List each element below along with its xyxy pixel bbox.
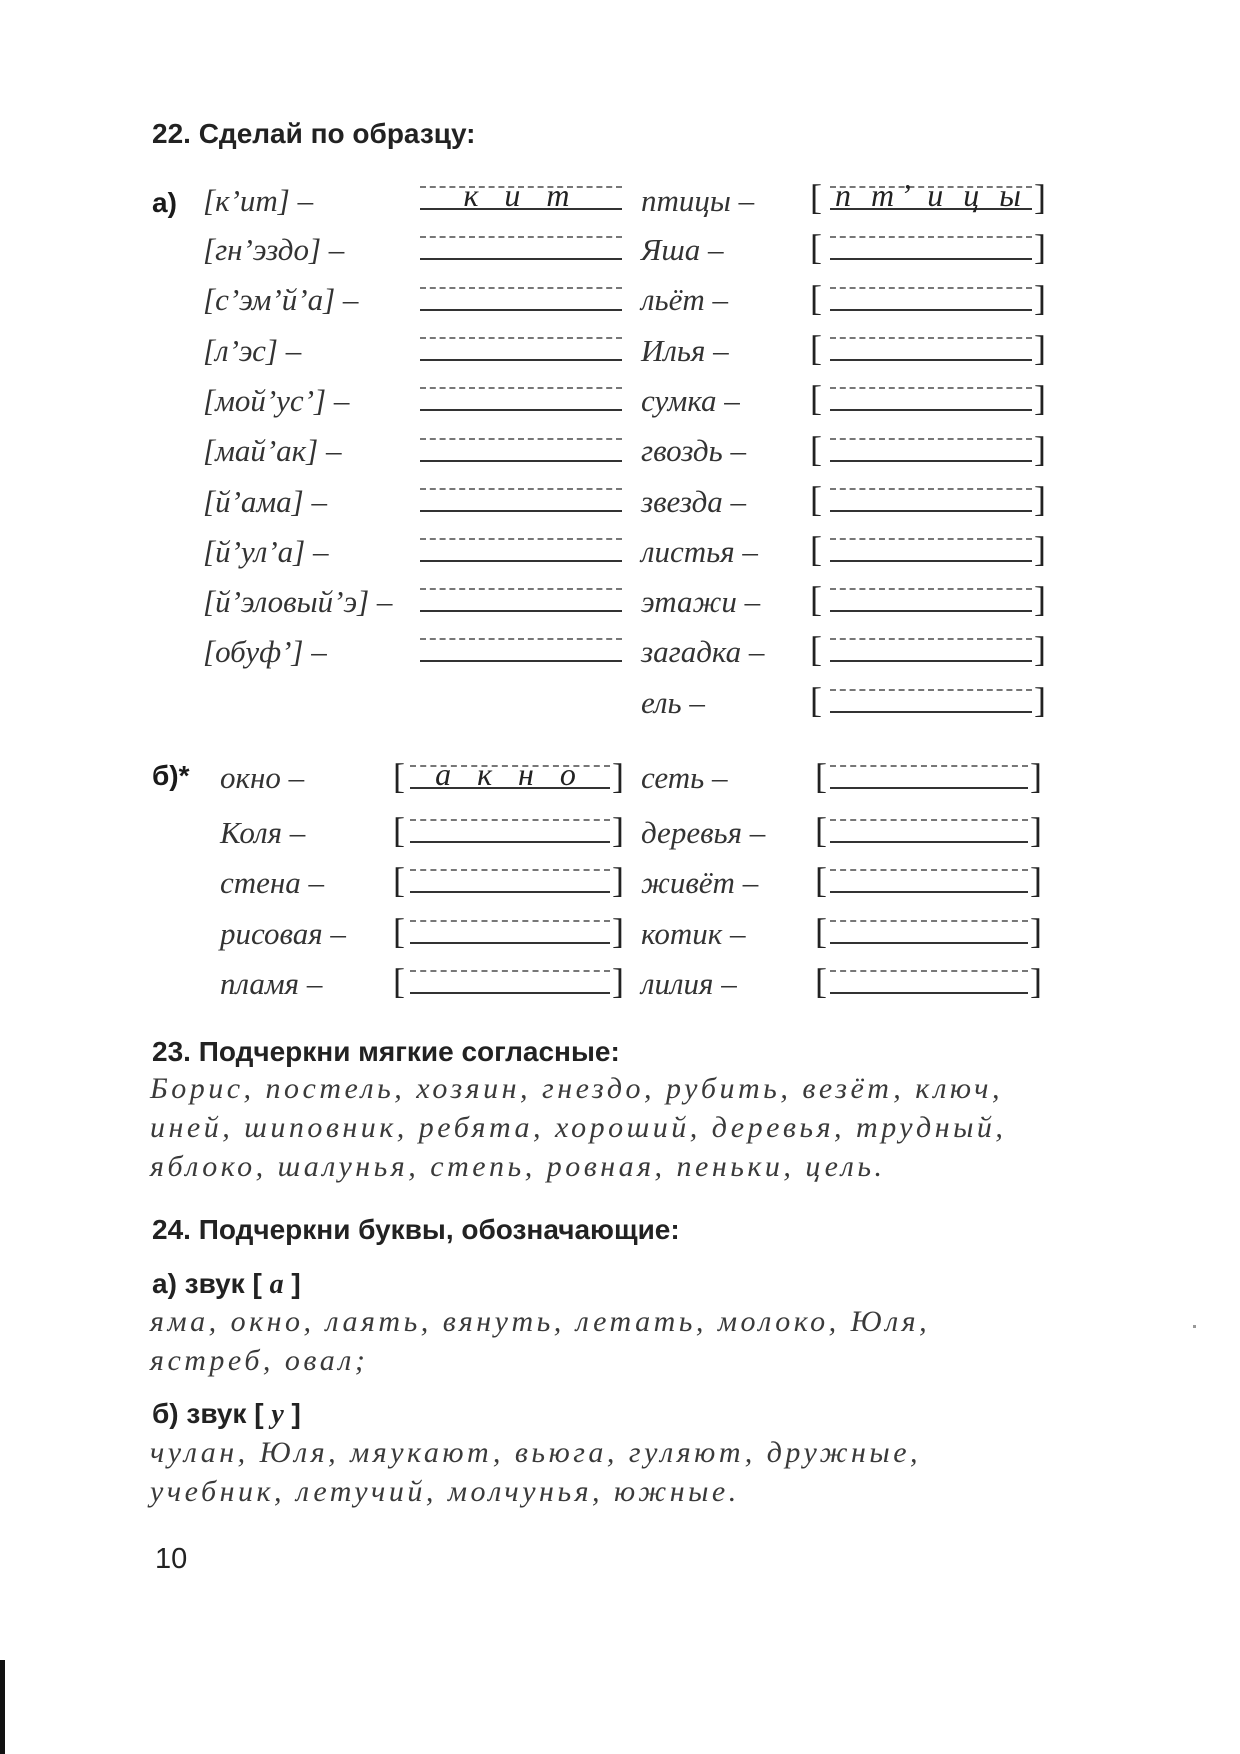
bracket-open: [ [810,579,822,619]
answer-field[interactable] [410,756,610,792]
word: Яша – [641,232,724,267]
answer-field[interactable] [830,584,1032,614]
bracket-open: [ [393,810,405,850]
bracket-close: ] [1030,756,1042,796]
transcription: [гн’эздо] – [203,232,345,267]
answer-field[interactable] [420,177,622,213]
answer-field[interactable] [830,534,1032,564]
word: пламя – [220,966,323,1001]
answer-field[interactable] [410,966,610,996]
answer-field[interactable] [410,916,610,946]
word: льёт – [641,282,729,317]
answer-field[interactable] [420,434,622,464]
transcription: [мой’ус’] – [203,383,350,418]
word: загадка – [641,634,765,669]
bracket-close: ] [1034,529,1046,569]
answer-field[interactable] [830,685,1032,715]
bracket-close: ] [1034,579,1046,619]
bracket-open: [ [810,378,822,418]
bracket-open: [ [810,227,822,267]
answer-field[interactable] [830,966,1028,996]
bracket-close: ] [291,1268,301,1299]
bracket-open: [ [810,177,822,217]
bracket-open: [ [393,911,405,951]
transcription: [й’ама] – [203,484,327,519]
transcription: [й’эловый’э] – [203,584,393,619]
answer-field[interactable] [830,916,1028,946]
scan-edge [0,1660,5,1754]
task-24-a-line[interactable]: яма, окно, лаять, вянуть, летать, молоко, Юля, [150,1305,931,1338]
bracket-open: [ [393,860,405,900]
bracket-close: ] [1034,378,1046,418]
answer-field[interactable] [830,634,1032,664]
word: звезда – [641,484,747,519]
word: Коля – [220,815,306,850]
bracket-open: [ [810,328,822,368]
task-23-line[interactable]: Борис, постель, хозяин, гнездо, рубить, везёт, ключ, [150,1072,1003,1105]
transcription: [с’эм’й’а] – [203,282,359,317]
bracket-open: [ [810,629,822,669]
transcription: [обуф’] – [203,634,327,669]
bracket-open: [ [815,911,827,951]
bracket-open: [ [810,680,822,720]
answer-field[interactable] [420,584,622,614]
answer-field[interactable] [830,177,1032,213]
task-24-b-sound: у [271,1399,284,1430]
word: сумка – [641,383,740,418]
bracket-close: ] [1034,680,1046,720]
bracket-close: ] [1034,328,1046,368]
bracket-close: ] [1030,860,1042,900]
scan-speck [1193,1325,1196,1328]
task-24-b-label [152,1398,301,1431]
bracket-close: ] [612,810,624,850]
answer-field[interactable] [420,333,622,363]
answer-field[interactable] [830,761,1028,791]
word: сеть – [641,760,728,795]
task-24-a-label [152,1268,301,1301]
answer-field[interactable] [420,534,622,564]
sample-answer: п т’ и ц ы [835,177,1027,213]
word: деревья – [641,815,766,850]
word: листья – [641,534,758,569]
word: этажи – [641,584,761,619]
word: птицы – [641,183,755,218]
word: котик – [641,916,746,951]
word: гвоздь – [641,433,746,468]
task-24-a-sound: а [269,1269,284,1300]
task-23-line[interactable]: яблоко, шалунья, степь, ровная, пеньки, цель. [150,1150,886,1183]
word: живёт – [641,865,759,900]
transcription: [й’ул’а] – [203,534,329,569]
answer-field[interactable] [830,434,1032,464]
answer-field[interactable] [830,232,1032,262]
task-23-line[interactable]: иней, шиповник, ребята, хороший, деревья, трудный, [150,1111,1007,1144]
answer-field[interactable] [830,484,1032,514]
bracket-close: ] [1034,227,1046,267]
answer-field[interactable] [830,283,1032,313]
task-24-b-prefix: б) звук [ [152,1398,264,1429]
bracket-open: [ [815,756,827,796]
answer-field[interactable] [830,333,1032,363]
bracket-close: ] [1034,429,1046,469]
sample-answer: к и т [463,177,579,213]
part-b-label: б)* [152,760,190,791]
bracket-open: [ [810,529,822,569]
task-24-b-line[interactable]: чулан, Юля, мяукают, вьюга, гуляют, дружные, [150,1436,922,1469]
answer-field[interactable] [830,815,1028,845]
task-24-a-prefix: а) звук [ [152,1268,262,1299]
sample-answer: а к н о [435,756,585,792]
transcription: [май’ак] – [203,433,342,468]
bracket-close: ] [1034,278,1046,318]
bracket-open: [ [810,278,822,318]
answer-field[interactable] [410,815,610,845]
word: Илья – [641,333,729,368]
answer-field[interactable] [830,383,1032,413]
word: рисовая – [220,916,346,951]
task-24-title: 24. Подчеркни буквы, обозначающие: [152,1214,680,1245]
bracket-open: [ [810,429,822,469]
answer-field[interactable] [420,283,622,313]
transcription: [к’ит] – [203,183,314,218]
answer-field[interactable] [420,232,622,262]
part-a-label: а) [152,187,177,218]
bracket-close: ] [1030,911,1042,951]
task-23-title: 23. Подчеркни мягкие согласные: [152,1036,620,1067]
word: окно – [220,760,305,795]
bracket-close: ] [291,1398,301,1429]
bracket-open: [ [815,961,827,1001]
task-24-a-line[interactable]: ястреб, овал; [150,1344,369,1377]
bracket-close: ] [1030,961,1042,1001]
bracket-open: [ [393,961,405,1001]
answer-field[interactable] [420,383,622,413]
bracket-close: ] [612,860,624,900]
answer-field[interactable] [420,634,622,664]
bracket-close: ] [1030,810,1042,850]
task-22-title: 22. Сделай по образцу: [152,118,476,149]
bracket-close: ] [612,961,624,1001]
word: стена – [220,865,325,900]
bracket-open: [ [815,810,827,850]
word: лилия – [641,966,737,1001]
bracket-close: ] [612,911,624,951]
answer-field[interactable] [830,865,1028,895]
task-24-b-line[interactable]: учебник, летучий, молчунья, южные. [150,1475,740,1508]
bracket-open: [ [815,860,827,900]
bracket-close: ] [1034,629,1046,669]
answer-field[interactable] [420,484,622,514]
word: ель – [641,685,705,720]
bracket-close: ] [1034,177,1046,217]
bracket-open: [ [810,479,822,519]
bracket-close: ] [612,756,624,796]
transcription: [л’эс] – [203,333,302,368]
bracket-close: ] [1034,479,1046,519]
page-number: 10 [155,1543,188,1575]
answer-field[interactable] [410,865,610,895]
bracket-open: [ [393,756,405,796]
